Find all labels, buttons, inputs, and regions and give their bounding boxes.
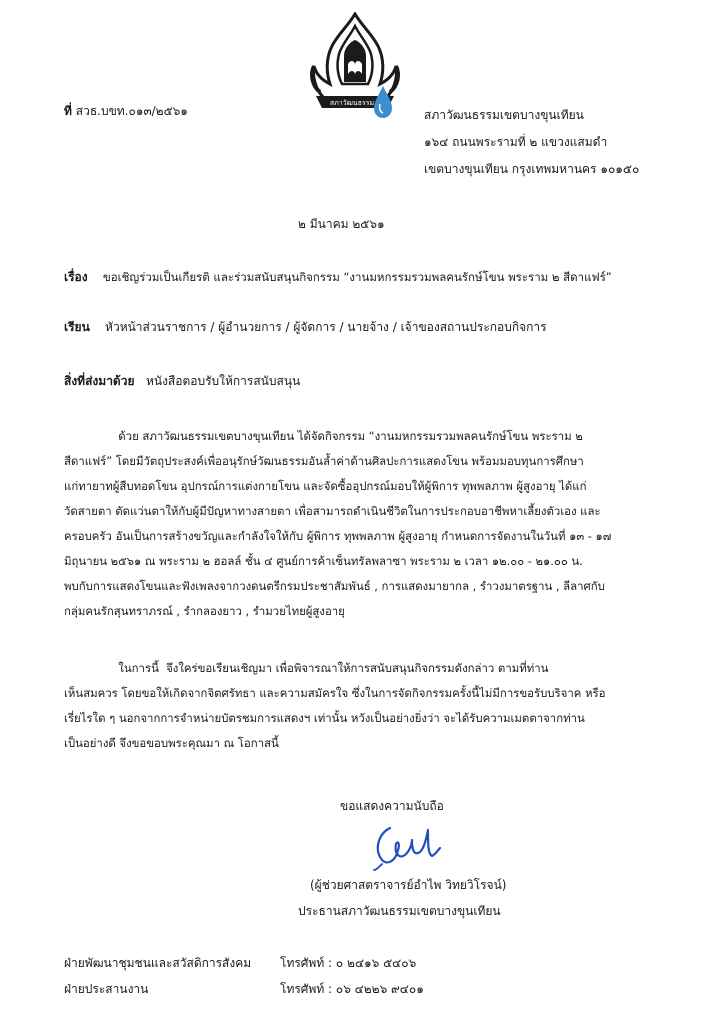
sender-address-line: สภาวัฒนธรรมเขตบางขุนเทียน	[424, 108, 584, 122]
paragraph-line: เป็นอย่างดี จึงขอขอบพระคุณมา ณ โอกาสนี้	[64, 736, 279, 750]
contact-phone: โทรศัพท์ : ๐ ๒๔๑๖ ๕๔๐๖	[280, 956, 417, 970]
attachment-value: หนังสือตอบรับให้การสนับสนุน	[145, 374, 301, 388]
attachment	[64, 372, 300, 391]
logo-text: สภาวัฒนธรรม	[329, 99, 375, 107]
paragraph-line: สีดาแฟร์” โดยมีวัตถุประสงค์เพื่ออนุรักษ์วัฒนธรรมอันล้ำค่าด้านศิลปะการแสดงโขน พร้อมมอบทุนการศึกษา	[64, 454, 584, 468]
paragraph-line: วัดสายตา ตัดแว่นตาให้กับผู้มีปัญหาทางสายตา เพื่อสามารถดำเนินชีวิตในการประกอบอาชีพหาเลี้ยงตัวเอง และ	[64, 504, 601, 518]
letter-date: ๒ มีนาคม ๒๕๖๑	[298, 217, 385, 231]
sender-address-line: เขตบางขุนเทียน กรุงเทพมหานคร ๑๐๑๕๐	[424, 162, 640, 176]
paragraph-line: ครอบครัว อันเป็นการสร้างขวัญและกำลังใจให้กับ ผู้พิการ ทุพพลภาพ ผู้สูงอายุ กำหนดการจัดงานในวันที่ ๑๓ - ๑๗	[64, 529, 612, 543]
signatory-name: (ผู้ช่วยศาสตราจารย์อำไพ วิทยวิโรจน์)	[310, 878, 507, 892]
body-paragraph-1	[64, 424, 668, 624]
subject-label: เรื่อง	[64, 270, 88, 284]
reference-number	[64, 102, 188, 121]
sender-address-line: ๑๖๔ ถนนพระรามที่ ๒ แขวงแสมดำ	[424, 135, 608, 149]
recipient-value: หัวหน้าส่วนราชการ / ผู้อำนวยการ / ผู้จัดการ / นายจ้าง / เจ้าของสถานประกอบกิจการ	[105, 320, 547, 334]
signature	[368, 820, 448, 872]
signatory-position: ประธานสภาวัฒนธรรมเขตบางขุนเทียน	[298, 904, 501, 918]
paragraph-line: พบกับการแสดงโขนและฟังเพลงจากวงดนตรีกรมประชาสัมพันธ์ , การแสดงมายากล , รำวงมาตรฐาน , ลีลาศกับ	[64, 579, 605, 593]
contact-dept: ฝ่ายพัฒนาชุมชนและสวัสดิการสังคม	[64, 956, 252, 970]
paragraph-line: แก่ทายาทผู้สืบทอดโขน อุปกรณ์การแต่งกายโขน และจัดซื้ออุปกรณ์มอบให้ผู้พิการ ทุพพลภาพ ผู้สูงอายุ ได้แก่	[64, 479, 587, 493]
paragraph-line: ด้วย สภาวัฒนธรรมเขตบางขุนเทียน ได้จัดกิจกรรม “งานมหกรรมรวมพลคนรักษ์โขน พระราม ๒	[64, 429, 583, 443]
paragraph-line: มิถุนายน ๒๕๖๑ ณ พระราม ๒ ฮอลล์ ชั้น ๔ ศูนย์การค้าเซ็นทรัลพลาซา พระราม ๒ เวลา ๑๒.๐๐ - ๒๑.๐๐ น.	[64, 554, 583, 568]
contact-phone: โทรศัพท์ : ๐๖ ๔๒๒๖ ๙๔๐๑	[280, 982, 424, 996]
cultural-council-logo	[308, 12, 402, 120]
reference-value: สวธ.บขท.๐๑๓/๒๕๖๑	[75, 104, 188, 118]
recipient-label: เรียน	[64, 320, 90, 334]
paragraph-line: กลุ่มคนรักสุนทราภรณ์ , รำกลองยาว , รำมวยไทยผู้สูงอายุ	[64, 604, 345, 618]
paragraph-line: ในการนี้ จึงใคร่ขอเรียนเชิญมา เพื่อพิจารณาให้การสนับสนุนกิจกรรมดังกล่าว ตามที่ท่าน	[64, 661, 549, 675]
reference-label: ที่	[64, 104, 72, 118]
body-paragraph-2	[64, 656, 668, 756]
contact-dept: ฝ่ายประสานงาน	[64, 982, 149, 996]
recipient	[64, 318, 547, 337]
subject	[64, 268, 612, 287]
paragraph-line: เห็นสมควร โดยขอให้เกิดจากจิตศรัทธา และความสมัครใจ ซึ่งในการจัดกิจกรรมครั้งนี้ไม่มีการขอรับบริจาค หรือ	[64, 686, 606, 700]
paragraph-line: เรี่ยไรใด ๆ นอกจากการจำหน่ายบัตรชมการแสดงฯ เท่านั้น หวังเป็นอย่างยิ่งว่า จะได้รับความเมตตาจากท่าน	[64, 711, 585, 725]
attachment-label: สิ่งที่ส่งมาด้วย	[64, 374, 135, 388]
sender-address	[424, 102, 639, 183]
subject-value: ขอเชิญร่วมเป็นเกียรติ และร่วมสนับสนุนกิจกรรม “งานมหกรรมรวมพลคนรักษ์โขน พระราม ๒ สีดาแฟร์”	[102, 270, 612, 284]
closing: ขอแสดงความนับถือ	[340, 799, 444, 813]
